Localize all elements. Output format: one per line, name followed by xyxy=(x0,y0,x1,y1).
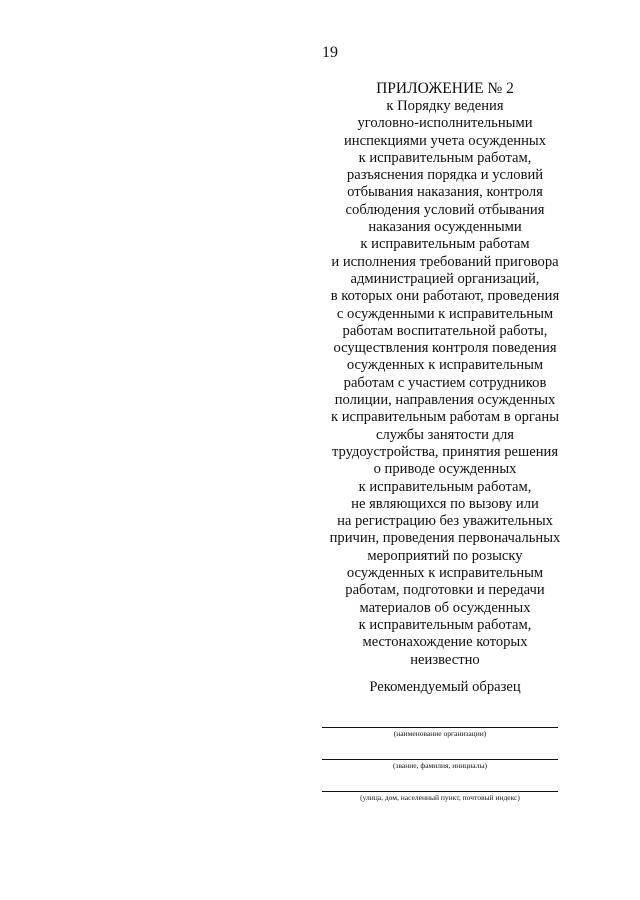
field-caption: (звание, фамилия, инициалы) xyxy=(393,761,487,770)
appendix-line: наказания осужденными xyxy=(368,219,522,236)
page-number: 19 xyxy=(322,44,338,61)
appendix-line: материалов об осужденных xyxy=(359,599,531,616)
appendix-line: службы занятости для xyxy=(376,426,514,443)
appendix-line: осуществления контроля поведения xyxy=(333,340,557,357)
field-caption: (наименование организации) xyxy=(393,729,487,738)
field-caption: (улица, дом, населенный пункт, почтовый индекс) xyxy=(360,793,520,802)
appendix-line: соблюдения условий отбывания xyxy=(345,201,545,218)
appendix-line: с осужденными к исправительным xyxy=(336,305,554,322)
appendix-line: администрацией организаций, xyxy=(350,270,540,287)
appendix-line: отбывания наказания, контроля xyxy=(347,184,543,201)
appendix-line: работам воспитательной работы, xyxy=(342,322,548,339)
appendix-header xyxy=(300,80,590,669)
fill-in-line xyxy=(322,759,558,760)
appendix-line: трудоустройства, принятия решения xyxy=(331,443,559,460)
appendix-line: полиции, направления осужденных xyxy=(334,392,556,409)
appendix-line: к исправительным работам xyxy=(360,236,530,253)
appendix-line: местонахождение которых xyxy=(362,634,528,651)
appendix-line: к исправительным работам в органы xyxy=(330,409,560,426)
appendix-line: к исправительным работам, xyxy=(358,149,532,166)
appendix-line: к Порядку ведения xyxy=(386,98,504,114)
appendix-line: в которых они работают, проведения xyxy=(330,288,560,305)
appendix-line: разъяснения порядка и условий xyxy=(346,167,544,184)
appendix-line: и исполнения требований приговора xyxy=(331,253,559,270)
appendix-line: не являющихся по вызову или xyxy=(351,495,539,512)
appendix-line: осужденных к исправительным xyxy=(346,357,544,374)
appendix-line: осужденных к исправительным xyxy=(346,565,544,582)
organization-name-field[interactable] xyxy=(322,727,558,738)
appendix-line: о приводе осужденных xyxy=(373,461,517,478)
appendix-line: работам, подготовки и передачи xyxy=(345,582,545,599)
appendix-line: неизвестно xyxy=(410,651,480,668)
appendix-line: уголовно-исполнительными xyxy=(357,115,533,132)
fill-in-line xyxy=(322,727,558,728)
appendix-title: ПРИЛОЖЕНИЕ № 2 xyxy=(376,80,514,97)
appendix-line: инспекциями учета осужденных xyxy=(343,132,547,149)
appendix-line: причин, проведения первоначальных xyxy=(329,530,561,547)
appendix-line: работам с участием сотрудников xyxy=(343,374,547,391)
address-field[interactable] xyxy=(322,791,558,802)
appendix-description xyxy=(300,98,590,669)
appendix-line: к исправительным работам, xyxy=(358,478,532,495)
rank-name-initials-field[interactable] xyxy=(322,759,558,770)
appendix-line: к исправительным работам, xyxy=(358,616,532,633)
appendix-line: мероприятий по розыску xyxy=(367,547,523,564)
recommended-sample-label: Рекомендуемый образец xyxy=(369,679,521,695)
fill-in-line xyxy=(322,791,558,792)
appendix-line: на регистрацию без уважительных xyxy=(337,513,553,530)
